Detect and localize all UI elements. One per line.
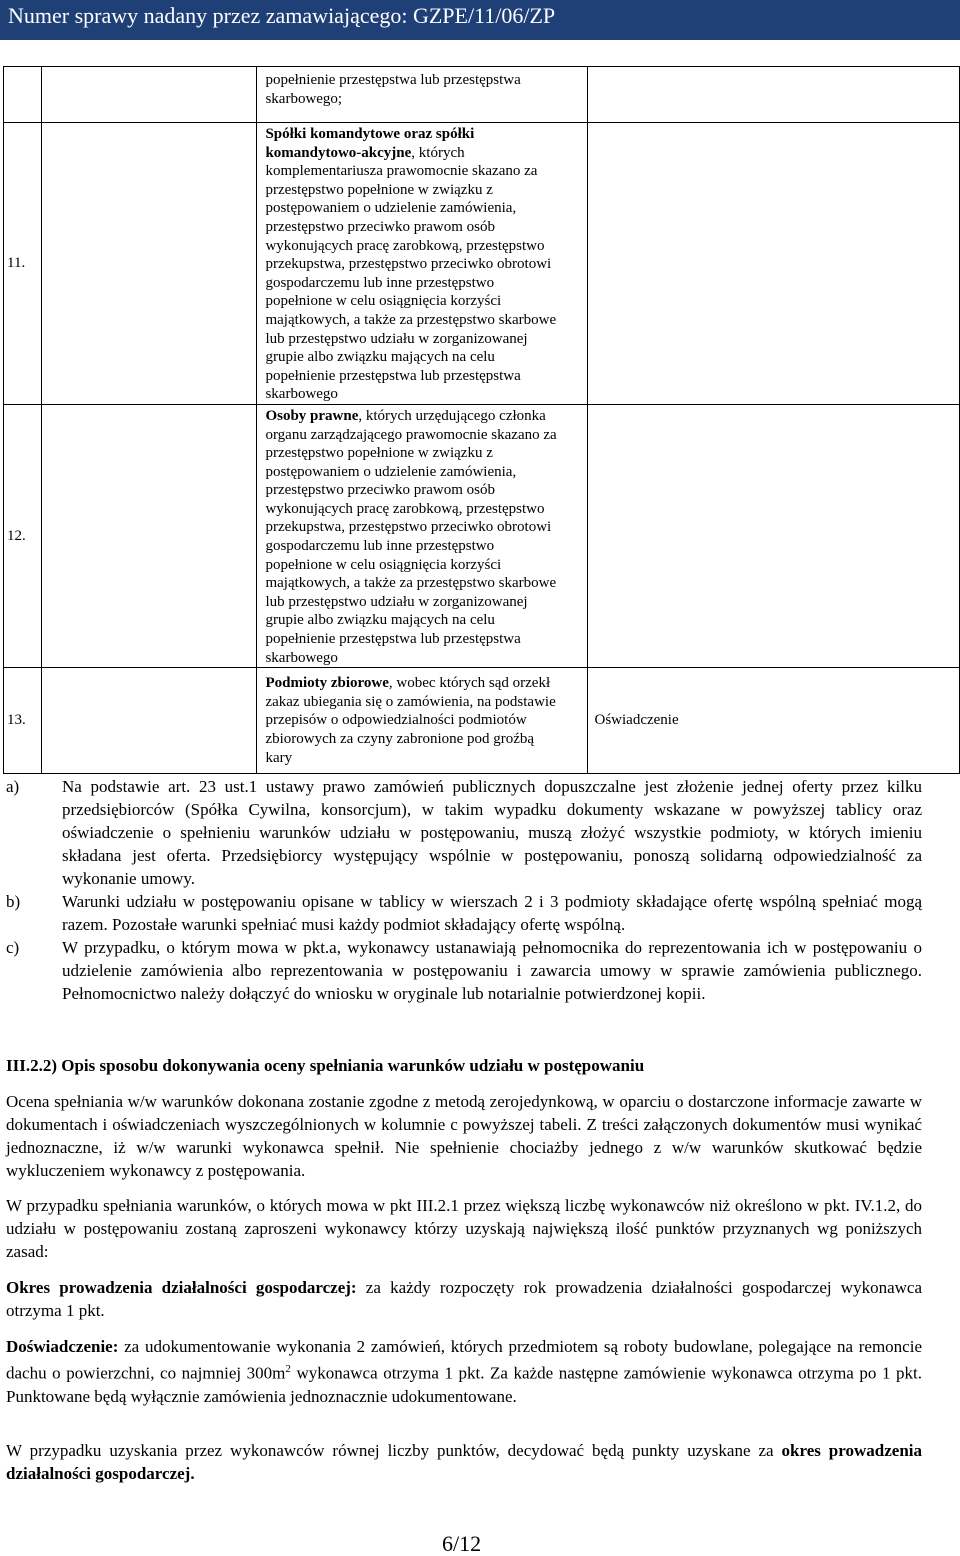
row-number [4, 67, 42, 123]
row-document [587, 404, 960, 667]
description-lead: Podmioty zbiorowe [265, 675, 389, 692]
superscript: 2 [285, 1363, 291, 1375]
page-number: 6/12 [442, 1531, 482, 1556]
criterion-text: wykonawca otrzyma 1 pkt. Za każde następne zamówienie wykonawca otrzyma po 1 pkt. Punktowane będą wyłącznie zamówienia jednoznacznie udokumentowane. [6, 1363, 922, 1406]
list-item [6, 936, 922, 1005]
paragraph-business-period [6, 1276, 922, 1322]
notes-list [6, 775, 922, 1005]
table-row [4, 668, 960, 774]
row-number: 12. [4, 404, 42, 667]
row-document [587, 67, 960, 123]
criterion-label: Doświadczenie: [6, 1337, 119, 1356]
note-text: Warunki udziału w postępowaniu opisane w tablicy w wierszach 2 i 3 podmioty składające ofertę wspólną spełniać mogą razem. Pozostałe warunki spełniać musi każdy podmiot składający ofertę wspólną. [62, 892, 922, 934]
row-description [257, 668, 587, 774]
row-description [257, 404, 587, 667]
table-row [4, 123, 960, 405]
paragraph-tie-break [6, 1439, 922, 1485]
row-description [257, 67, 587, 123]
row-document [587, 123, 960, 405]
row-description [257, 123, 587, 405]
tie-break-bold: okres prowadzenia działalności gospodarczej. [6, 1441, 922, 1483]
list-item [6, 775, 922, 890]
description-text: , których urzędującego członka organu zarządzającego prawomocnie skazano za przestępstwo popełnione w związku z postępowaniem o udzielenie zamówienia, przestępstwo przeciwko prawom osób wykonujących pracę zarobkową, przestępstwo przekupstwa, przestępstwo przeciwko obrotowi gospodarczemu lub inne przestępstwo popełnione w celu osiągnięcia korzyści majątkowych, a także za przestępstwo skarbowe lub przestępstwo udziału w zorganizowanej grupie albo związku mających na celu popełnienie przestępstwa lub przestępstwa skarbowego [265, 407, 557, 666]
description-text: , których komplementariusza prawomocnie skazano za przestępstwo popełnione w związku z postępowaniem o udzielenie zamówienia, przestępstwo przeciwko prawom osób wykonujących pracę zarobkową, przestępstwo przekupstwa, przestępstwo przeciwko obrotowi gospodarczemu lub inne przestępstwo popełnione w celu osiągnięcia korzyści majątkowych, a także za przestępstwo skarbowe lub przestępstwo udziału w zorganizowanej grupie albo związku mających na celu popełnienie przestępstwa lub przestępstwa skarbowego [265, 144, 557, 403]
paragraph-ranking: W przypadku spełniania warunków, o których mowa w pkt III.2.1 przez większą liczbę wykonawców niż określono w pkt. IV.1.2, do udziału w postępowaniu zostaną zaproszeni wykonawcy którzy uzyskają największą ilość punktów przyznanych wg poniższych zasad: [6, 1196, 922, 1261]
case-number-title: Numer sprawy nadany przez zamawiającego: GZPE/11/06/ZP [8, 3, 556, 28]
paragraph-experience [6, 1335, 922, 1408]
note-marker: a) [6, 777, 20, 796]
criterion-text: za każdy rozpoczęty rok prowadzenia działalności gospodarczej wykonawca otrzyma 1 pkt. [6, 1278, 922, 1320]
description-text: popełnienie przestępstwa lub przestępstwa skarbowego; [265, 72, 521, 107]
row-name-cell [41, 668, 257, 774]
row-name-cell [41, 404, 257, 667]
description-lead: Spółki komandytowe oraz spółki komandytowo-akcyjne [265, 126, 475, 161]
note-marker: c) [6, 938, 20, 957]
paragraph-evaluation: Ocena spełniania w/w warunków dokonana zostanie zgodne z metodą zerojedynkową, w oparciu o dostarczone informacje zawarte w dokumentach i oświadczeniach wyszczególnionych w kolumnie c powyższej tabeli. Z treści załączonych dokumentów musi wynikać jednoznaczne, iż w/w warunki wykonawca spełnił. Nie spełnienie chociażby jednego z w/w warunków skutkować będzie wykluczeniem wykonawcy z postępowania. [6, 1092, 922, 1180]
document-header [0, 0, 960, 40]
row-number: 11. [4, 123, 42, 405]
criterion-text: za udokumentowanie wykonania 2 zamówień, których przedmiotem są roboty budowlane, polegające na remoncie dachu o powierzchni, co najmniej 300m [6, 1337, 922, 1383]
table-row [4, 404, 960, 667]
table-row [4, 67, 960, 123]
note-text: W przypadku, o którym mowa w pkt.a, wykonawcy ustanawiają pełnomocnika do reprezentowania ich w postępowaniu o udzielenie zamówienia albo reprezentowania w postępowaniu i zawarcia umowy w sprawie zamówienia publicznego. Pełnomocnictwo należy dołączyć do wniosku w oryginale lub notarialnie potwierdzonej kopii. [62, 938, 922, 1003]
section-heading: III.2.2) Opis sposobu dokonywania oceny spełniania warunków udziału w postępowaniu [6, 1056, 645, 1075]
requirements-table [3, 66, 960, 774]
note-text: Na podstawie art. 23 ust.1 ustawy prawo zamówień publicznych dopuszczalne jest złożenie jednej oferty przez kilku przedsiębiorców (Spółka Cywilna, konsorcjum), w takim wypadku dokumenty wskazane w powyższej tablicy oraz oświadczenie o spełnieniu warunków udziału w postępowaniu, muszą złożyć wszystkie podmioty, w których imieniu składana jest oferta. Przedsiębiorcy występujący wspólnie w postępowaniu, ponoszą solidarną odpowiedzialność za wykonanie umowy. [62, 777, 922, 888]
list-item [6, 890, 922, 936]
row-name-cell [41, 67, 257, 123]
tie-break-text: W przypadku uzyskania przez wykonawców równej liczby punktów, decydować będą punkty uzyskane za [6, 1441, 782, 1460]
row-document: Oświadczenie [587, 668, 960, 774]
row-name-cell [41, 123, 257, 405]
description-text: , wobec których sąd orzekł zakaz ubiegania się o zamówienia, na podstawie przepisów o odpowiedzialności podmiotów zbiorowych za czyny zabronione pod groźbą kary [265, 675, 556, 766]
note-marker: b) [6, 892, 21, 911]
row-number: 13. [4, 668, 42, 774]
criterion-label: Okres prowadzenia działalności gospodarczej: [6, 1278, 357, 1297]
description-lead: Osoby prawne [265, 407, 359, 424]
